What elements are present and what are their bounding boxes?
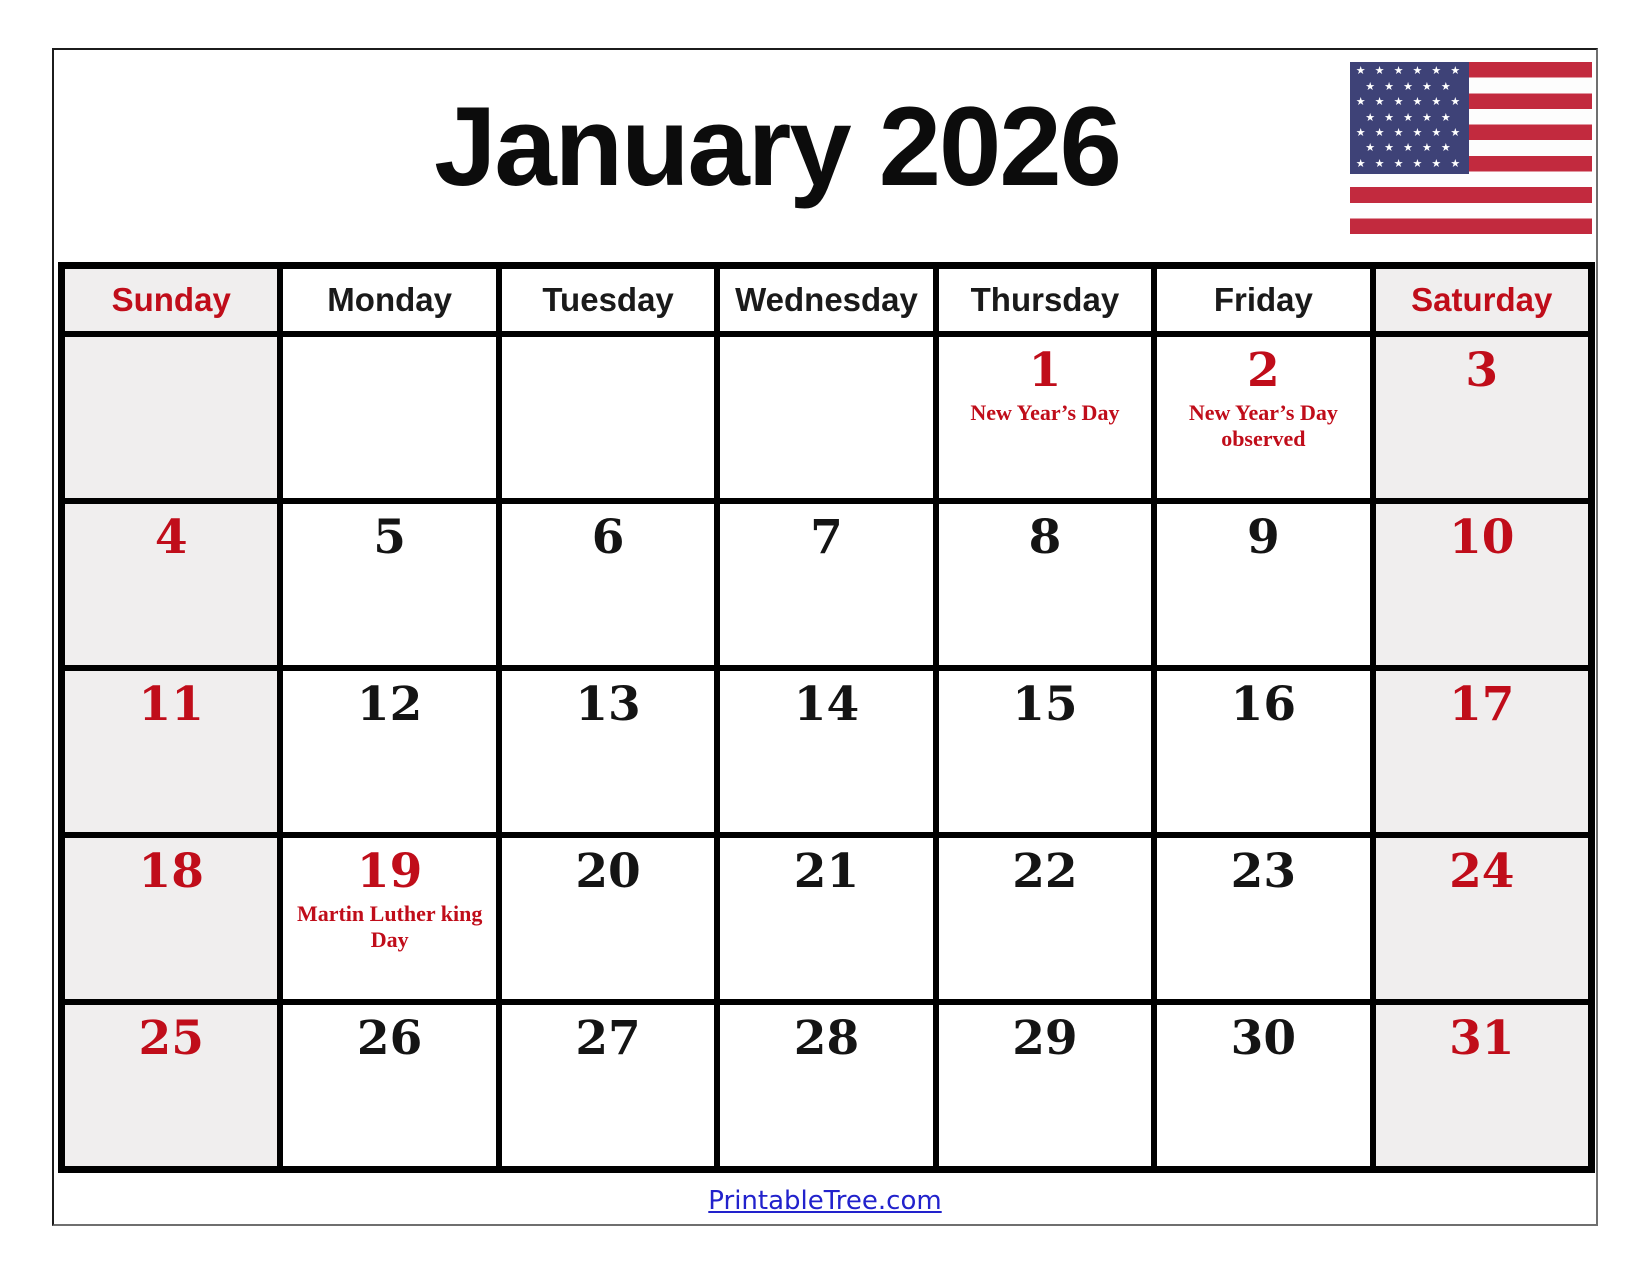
day-cell-11: [65, 671, 277, 832]
day-cell-10: [1376, 504, 1588, 665]
us-flag-star-row: ★ ★ ★ ★ ★ ★: [1355, 126, 1464, 139]
day-cell-29: [939, 1005, 1151, 1166]
day-cell-5: [283, 504, 495, 665]
day-cell-17: [1376, 671, 1588, 832]
holiday-label-line: observed: [1221, 426, 1306, 452]
day-number: 24: [1449, 844, 1515, 899]
day-number: 10: [1449, 510, 1515, 565]
day-number: 22: [1012, 844, 1078, 899]
calendar-grid: [58, 262, 1595, 1173]
day-cell-empty: [720, 337, 932, 498]
day-number: 16: [1230, 677, 1297, 732]
day-cell-9: [1157, 504, 1369, 665]
day-cell-27: [502, 1005, 714, 1166]
day-cell-8: [939, 504, 1151, 665]
printabletree-link[interactable]: PrintableTree.com: [708, 1186, 942, 1216]
holiday-label-line: Martin Luther king: [296, 900, 483, 926]
day-cell-21: [720, 838, 932, 999]
day-number: 20: [575, 844, 641, 899]
day-number: 6: [591, 510, 625, 565]
day-cell-14: [720, 671, 932, 832]
holiday-label-line: Day: [370, 927, 409, 953]
us-flag-star-row: ★ ★ ★ ★ ★ ★: [1355, 96, 1464, 109]
us-flag-icon: [1350, 62, 1592, 234]
day-number: 26: [356, 1011, 423, 1066]
day-number: 2: [1247, 343, 1280, 398]
day-number: 28: [793, 1011, 860, 1066]
us-flag-star-row: ★ ★ ★ ★ ★: [1365, 80, 1454, 93]
holiday-label-line: New Year’s Day: [970, 399, 1120, 425]
us-flag-star-row: ★ ★ ★ ★ ★ ★: [1355, 65, 1464, 78]
day-cell-30: [1157, 1005, 1369, 1166]
weekday-header-wednesday: Wednesday: [720, 269, 932, 331]
day-cell-25: [65, 1005, 277, 1166]
day-cell-24: [1376, 838, 1588, 999]
day-cell-31: [1376, 1005, 1588, 1166]
day-cell-7: [720, 504, 932, 665]
day-number: 8: [1028, 510, 1062, 565]
day-number: 5: [373, 510, 406, 565]
holiday-label-line: New Year’s Day: [1188, 399, 1338, 425]
day-number: 27: [575, 1011, 641, 1066]
day-number: 13: [575, 677, 641, 732]
day-number: 9: [1247, 510, 1280, 565]
day-cell-empty: [65, 337, 277, 498]
us-flag-star-row: ★ ★ ★ ★ ★ ★: [1355, 157, 1464, 170]
day-number: 12: [356, 677, 423, 732]
day-cell-19: [283, 838, 495, 999]
holiday-label: [939, 400, 1151, 426]
holiday-label: [1157, 400, 1369, 453]
weekday-header-saturday: Saturday: [1376, 269, 1588, 331]
day-number: 25: [138, 1011, 204, 1066]
day-cell-3: [1376, 337, 1588, 498]
weekday-header-sunday: Sunday: [65, 269, 277, 331]
day-cell-28: [720, 1005, 932, 1166]
day-number: 3: [1465, 343, 1499, 398]
day-number: 29: [1012, 1011, 1078, 1066]
day-number: 21: [793, 844, 860, 899]
day-cell-23: [1157, 838, 1369, 999]
day-cell-4: [65, 504, 277, 665]
day-cell-22: [939, 838, 1151, 999]
day-cell-13: [502, 671, 714, 832]
day-cell-6: [502, 504, 714, 665]
weekday-header-thursday: Thursday: [939, 269, 1151, 331]
day-number: 4: [154, 510, 188, 565]
weekday-header-monday: Monday: [283, 269, 495, 331]
day-number: 23: [1230, 844, 1297, 899]
day-number: 30: [1230, 1011, 1297, 1066]
day-cell-1: [939, 337, 1151, 498]
day-cell-empty: [502, 337, 714, 498]
calendar-page: [52, 48, 1598, 1226]
weekday-header-tuesday: Tuesday: [502, 269, 714, 331]
footer: [54, 1186, 1596, 1216]
day-cell-26: [283, 1005, 495, 1166]
holiday-label: [283, 901, 495, 954]
day-number: 7: [810, 510, 843, 565]
day-cell-16: [1157, 671, 1369, 832]
day-number: 17: [1449, 677, 1515, 732]
day-number: 11: [138, 677, 204, 732]
day-cell-18: [65, 838, 277, 999]
day-number: 14: [793, 677, 860, 732]
day-number: 19: [356, 844, 423, 899]
day-number: 31: [1449, 1011, 1515, 1066]
us-flag-star-row: ★ ★ ★ ★ ★: [1365, 111, 1454, 124]
day-cell-15: [939, 671, 1151, 832]
day-cell-2: [1157, 337, 1369, 498]
day-number: 1: [1028, 343, 1062, 398]
us-flag-star-row: ★ ★ ★ ★ ★: [1365, 142, 1454, 155]
day-number: 15: [1012, 677, 1078, 732]
weekday-header-friday: Friday: [1157, 269, 1369, 331]
day-number: 18: [138, 844, 204, 899]
day-cell-20: [502, 838, 714, 999]
day-cell-empty: [283, 337, 495, 498]
page-title: January 2026: [434, 84, 1120, 209]
day-cell-12: [283, 671, 495, 832]
us-flag-canton: [1350, 62, 1469, 174]
